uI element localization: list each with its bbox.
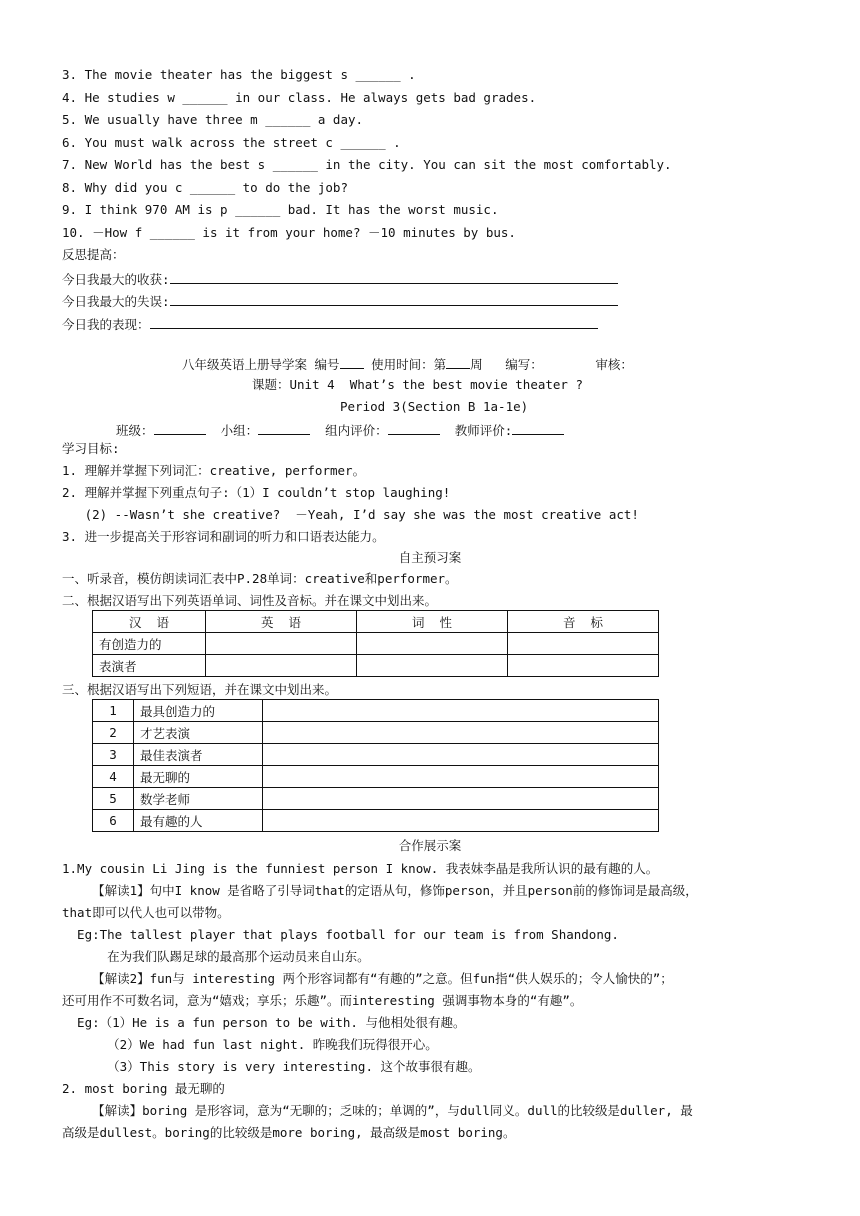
row-number: 2 xyxy=(93,722,134,744)
class-blank[interactable] xyxy=(154,421,206,435)
answer-cell[interactable] xyxy=(357,655,508,677)
row-number: 1 xyxy=(93,700,134,722)
answer-cell[interactable] xyxy=(508,655,659,677)
reflection-heading: 反思提高： xyxy=(62,247,125,262)
row-number: 3 xyxy=(93,744,134,766)
exercise-line: 7. New World has the best s ______ in the city. You can sit the most comfortably. xyxy=(62,157,672,172)
explanation-line: Eg:（1）He is a fun person to be with. 与他相处很有趣。 xyxy=(62,1015,466,1030)
exercise-line: 5. We usually have three m ______ a day. xyxy=(62,112,364,127)
answer-cell[interactable] xyxy=(263,766,659,788)
preview-heading: 自主预习案 xyxy=(398,550,462,565)
phrase-chinese: 最佳表演者 xyxy=(134,744,263,766)
answer-cell[interactable] xyxy=(263,700,659,722)
explanation-line: （2）We had fun last night. 昨晚我们玩得很开心。 xyxy=(62,1037,438,1052)
phrase-chinese: 最有趣的人 xyxy=(134,810,263,832)
exercise-line: 3. The movie theater has the biggest s ______ . xyxy=(62,67,416,82)
table-row xyxy=(93,722,659,744)
reflection-mistake: 今日我最大的失误: xyxy=(62,292,618,310)
exercise-line: 10. －How f ______ is it from your home? －10 minutes by bus. xyxy=(62,225,516,240)
answer-cell[interactable] xyxy=(206,633,357,655)
phrase-chinese: 最具创造力的 xyxy=(134,700,263,722)
table-row xyxy=(93,655,659,677)
answer-cell[interactable] xyxy=(263,722,659,744)
answer-cell[interactable] xyxy=(357,633,508,655)
period-label: Period 3(Section B 1a-1e) xyxy=(340,399,529,414)
task-1: 一、听录音，模仿朗读词汇表中P.28单词：creative和performer。 xyxy=(62,571,458,586)
document-header: 八年级英语上册导学案 编号 使用时间：第 周 编写： 审核： xyxy=(182,357,633,372)
number-blank[interactable] xyxy=(340,355,364,369)
explanation-line: 【解读1】句中I know 是省略了引导词that的定语从句，修饰person，并且person前的修饰词是最高级， xyxy=(62,883,698,898)
explanation-line: 1.My cousin Li Jing is the funniest person I know. 我表妹李晶是我所认识的最有趣的人。 xyxy=(62,861,659,876)
answer-blank[interactable] xyxy=(150,315,598,329)
reflection-gain: 今日我最大的收获: xyxy=(62,270,618,288)
column-header: 词 性 xyxy=(357,611,508,633)
group-eval-blank[interactable] xyxy=(388,421,440,435)
evaluation-row: 班级： 小组： 组内评价： 教师评价: xyxy=(116,421,564,439)
row-number: 4 xyxy=(93,766,134,788)
goals-heading: 学习目标: xyxy=(62,441,120,456)
explanation-line: 2. most boring 最无聊的 xyxy=(62,1081,225,1096)
cooperation-heading: 合作展示案 xyxy=(398,838,462,853)
explanation-line: 还可用作不可数名词，意为“嬉戏；享乐；乐趣”。而interesting 强调事物本身的“有趣”。 xyxy=(62,993,583,1008)
answer-cell[interactable] xyxy=(263,744,659,766)
reflection-performance: 今日我的表现： xyxy=(62,315,598,333)
answer-cell[interactable] xyxy=(263,788,659,810)
row-number: 5 xyxy=(93,788,134,810)
task-3: 三、根据汉语写出下列短语，并在课文中划出来。 xyxy=(62,682,338,697)
explanation-line: 【解读】boring 是形容词，意为“无聊的；乏味的；单调的”，与dull同义。dull的比较级是duller, 最 xyxy=(62,1103,693,1118)
table-header-row xyxy=(93,611,659,633)
page-title: 课题：Unit 4 What’s the best movie theater ? xyxy=(252,377,583,392)
week-blank[interactable] xyxy=(446,355,470,369)
vocab-table xyxy=(92,610,659,677)
answer-blank[interactable] xyxy=(170,292,618,306)
vocab-chinese: 有创造力的 xyxy=(93,633,206,655)
phrase-chinese: 数学老师 xyxy=(134,788,263,810)
table-row xyxy=(93,788,659,810)
answer-cell[interactable] xyxy=(206,655,357,677)
row-number: 6 xyxy=(93,810,134,832)
column-header: 音 标 xyxy=(508,611,659,633)
exercise-line: 9. I think 970 AM is p ______ bad. It has the worst music. xyxy=(62,202,499,217)
phrase-table xyxy=(92,699,659,832)
teacher-eval-blank[interactable] xyxy=(512,421,564,435)
exercise-line: 6. You must walk across the street c ______ . xyxy=(62,135,401,150)
task-2: 二、根据汉语写出下列英语单词、词性及音标。并在课文中划出来。 xyxy=(62,593,438,608)
explanation-line: （3）This story is very interesting. 这个故事很有趣。 xyxy=(62,1059,481,1074)
explanation-line: 高级是dullest。boring的比较级是more boring, 最高级是most boring。 xyxy=(62,1125,516,1140)
table-row xyxy=(93,766,659,788)
exercise-line: 8. Why did you c ______ to do the job? xyxy=(62,180,348,195)
vocab-chinese: 表演者 xyxy=(93,655,206,677)
goal-item: (2) --Wasn’t she creative? －Yeah, I’d say she was the most creative act! xyxy=(62,507,639,522)
table-row xyxy=(93,810,659,832)
column-header: 汉 语 xyxy=(93,611,206,633)
answer-blank[interactable] xyxy=(170,270,618,284)
goal-item: 1. 理解并掌握下列词汇：creative, performer。 xyxy=(62,463,366,478)
goal-item: 3. 进一步提高关于形容词和副词的听力和口语表达能力。 xyxy=(62,529,385,544)
answer-cell[interactable] xyxy=(263,810,659,832)
exercise-line: 4. He studies w ______ in our class. He always gets bad grades. xyxy=(62,90,537,105)
group-blank[interactable] xyxy=(258,421,310,435)
phrase-chinese: 最无聊的 xyxy=(134,766,263,788)
table-row xyxy=(93,744,659,766)
answer-cell[interactable] xyxy=(508,633,659,655)
column-header: 英 语 xyxy=(206,611,357,633)
table-row xyxy=(93,700,659,722)
explanation-line: 【解读2】fun与 interesting 两个形容词都有“有趣的”之意。但fun指“供人娱乐的；令人愉快的”； xyxy=(62,971,673,986)
table-row xyxy=(93,633,659,655)
explanation-line: 在为我们队踢足球的最高那个运动员来自山东。 xyxy=(62,949,370,964)
goal-item: 2. 理解并掌握下列重点句子:（1）I couldn’t stop laughing! xyxy=(62,485,451,500)
explanation-line: Eg:The tallest player that plays football for our team is from Shandong. xyxy=(62,927,619,942)
explanation-line: that即可以代人也可以带物。 xyxy=(62,905,230,920)
phrase-chinese: 才艺表演 xyxy=(134,722,263,744)
